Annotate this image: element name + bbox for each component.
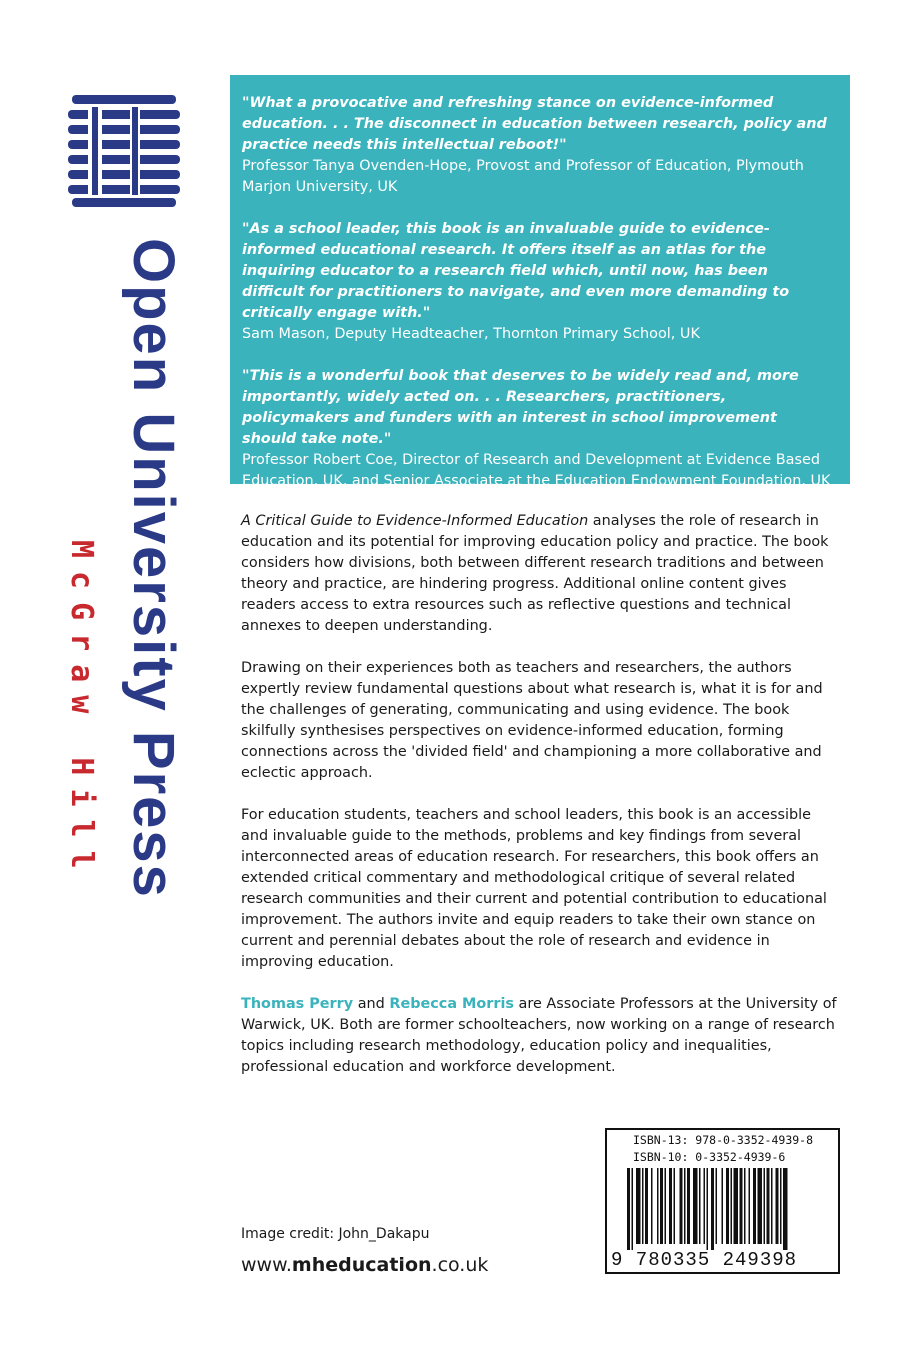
barcode-bars bbox=[611, 1168, 836, 1250]
barcode-bar bbox=[722, 1168, 724, 1244]
endorsement-quote: "This is a wonderful book that deserves to be widely read and, more importantly, widely acted on. . . Researchers, practitioners, policymakers and funders with an interest in school improvement should take note." bbox=[242, 368, 799, 447]
barcode-bar bbox=[693, 1168, 698, 1244]
barcode-bar bbox=[711, 1168, 714, 1250]
endorsement bbox=[242, 93, 832, 198]
barcode-bar bbox=[716, 1168, 718, 1244]
barcode-bar bbox=[687, 1168, 690, 1244]
barcode-bar bbox=[636, 1168, 641, 1244]
barcode-bar bbox=[780, 1168, 782, 1244]
barcode-bar bbox=[753, 1168, 756, 1244]
barcode-bar bbox=[749, 1168, 751, 1244]
barcode-bar bbox=[660, 1168, 663, 1244]
open-university-press-logo bbox=[68, 95, 182, 207]
barcode-bar bbox=[632, 1168, 634, 1250]
barcode-bar bbox=[764, 1168, 766, 1244]
description-paragraph: Drawing on their experiences both as teachers and researchers, the authors expertly review fundamental questions about what research is, what it is for and the challenges of generating, communicating and using evidence. The book skilfully synthesises perspectives on evidence-informed education, forming connections across the 'divided field' and championing a more collaborative and eclectic approach. bbox=[241, 660, 823, 781]
barcode-bar bbox=[783, 1168, 788, 1250]
barcode-bar bbox=[776, 1168, 779, 1244]
barcode-bar bbox=[767, 1168, 770, 1244]
author-name: Rebecca Morris bbox=[389, 996, 514, 1012]
imprint-name: McGraw Hill bbox=[64, 540, 99, 882]
barcode-bar bbox=[758, 1168, 763, 1244]
description-paragraph: For education students, teachers and school leaders, this book is an accessible and invaluable guide to the methods, problems and key findings from several interconnected areas of education research. For researchers, this book offers an extended critical commentary and methodological critique of several related research communities and their current and potential contribution to educational improvement. The authors invite and equip readers to take their own stance on current and perennial debates about the role of research and evidence in improving education. bbox=[241, 807, 827, 970]
barcode-bar bbox=[651, 1168, 653, 1244]
isbn-10: ISBN-10: 0-3352-4939-6 bbox=[633, 1150, 786, 1164]
book-description bbox=[241, 511, 841, 1099]
barcode-bar bbox=[744, 1168, 746, 1244]
endorsement-quote: "What a provocative and refreshing stance on evidence-informed education. . . The disconnect in education between research, policy and practice needs this intellectual reboot!" bbox=[242, 95, 827, 153]
publisher-website[interactable]: www.mheducation.co.uk bbox=[241, 1254, 489, 1276]
image-credit: Image credit: John_Dakapu bbox=[241, 1226, 430, 1242]
barcode-bar bbox=[642, 1168, 644, 1244]
author-bio: Thomas Perry and Rebecca Morris are Associate Professors at the University of Warwick, UK. Both are former schoolteachers, now working on a range of research topics including research methodology, education policy and inequalities, professional education and workforce development. bbox=[241, 996, 837, 1075]
publisher-name: Open University Press bbox=[121, 238, 186, 899]
barcode-digits: 9 780335 249398 bbox=[611, 1249, 798, 1271]
barcode-bar bbox=[669, 1168, 672, 1244]
description-paragraph: A Critical Guide to Evidence-Informed Education analyses the role of research in education and its potential for improving education policy and practice. The book considers how divisions, both between different research traditions and between theory and practice, are hindering progress. Additional online content gives readers access to extra resources such as reflective questions and technical annexes to deepen understanding. bbox=[241, 513, 829, 634]
book-title: A Critical Guide to Evidence-Informed Education bbox=[241, 513, 589, 529]
barcode-bar bbox=[731, 1168, 733, 1244]
barcode-bar bbox=[740, 1168, 743, 1244]
endorsement bbox=[242, 219, 832, 345]
endorsement-attribution: Professor Robert Coe, Director of Research and Development at Evidence Based Education, UK, and Senior Associate at the Education Endowment Foundation, UK bbox=[242, 452, 831, 489]
barcode-bar bbox=[707, 1168, 709, 1250]
barcode-bar bbox=[627, 1168, 630, 1250]
endorsement-attribution: Sam Mason, Deputy Headteacher, Thornton Primary School, UK bbox=[242, 326, 700, 342]
barcode-bar bbox=[645, 1168, 648, 1244]
barcode-bar bbox=[665, 1168, 667, 1244]
barcode-bar bbox=[684, 1168, 686, 1244]
isbn-barcode bbox=[605, 1128, 840, 1274]
endorsement-quote: "As a school leader, this book is an invaluable guide to evidence-informed educational research. It offers itself as an atlas for the inquiring educator to a research field which, until now, has been difficult for practitioners to navigate, and even more demanding to critically engage with." bbox=[242, 221, 790, 321]
barcode-bar bbox=[680, 1168, 683, 1244]
barcode-bar bbox=[771, 1168, 773, 1244]
barcode-bar bbox=[674, 1168, 676, 1244]
endorsement bbox=[242, 366, 832, 492]
endorsements-panel bbox=[230, 75, 850, 489]
isbn-13: ISBN-13: 978-0-3352-4939-8 bbox=[633, 1133, 814, 1147]
barcode-bar bbox=[657, 1168, 659, 1244]
endorsement-attribution: Professor Tanya Ovenden-Hope, Provost and Professor of Education, Plymouth Marjon University, UK bbox=[242, 158, 804, 195]
barcode-bar bbox=[704, 1168, 706, 1244]
barcode-bar bbox=[734, 1168, 739, 1244]
barcode-bar bbox=[699, 1168, 701, 1244]
barcode-bar bbox=[726, 1168, 729, 1244]
author-name: Thomas Perry bbox=[241, 996, 354, 1012]
